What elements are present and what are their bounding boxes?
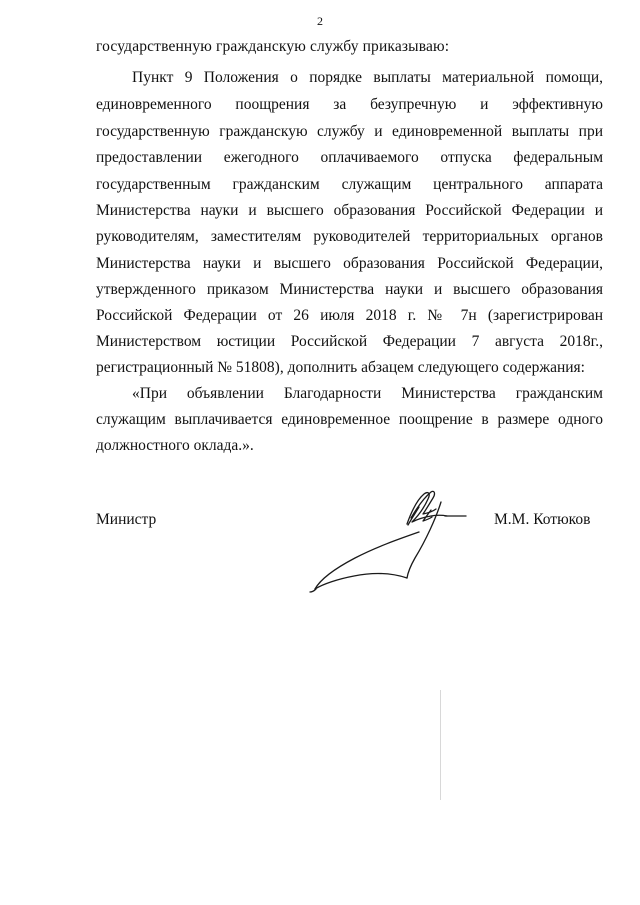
paragraph1-line-4: предоставлении ежегодного оплачиваемого отпуска федеральным [96, 149, 603, 166]
scan-artifact-line [440, 690, 441, 800]
paragraph1-line-7: руководителям, заместителям руководителей территориальных органов [96, 228, 603, 245]
paragraph1-line-2: единовременного поощрения за безупречную и эффективную [96, 96, 603, 113]
paragraph1-line-8: Министерства науки и высшего образования Российской Федерации, [96, 255, 603, 272]
paragraph1-line-9: утвержденного приказом Министерства науки и высшего образования [96, 281, 603, 298]
paragraph2-line-3: должностного оклада.». [96, 437, 254, 454]
paragraph2-line-2: служащим выплачивается единовременное поощрение в размере одного [96, 411, 603, 428]
paragraph1-line-3: государственную гражданскую службу и единовременной выплаты при [96, 123, 603, 140]
paragraph1-line-6: Министерства науки и высшего образования Российской Федерации и [96, 202, 603, 219]
signatory-title: Министр [96, 511, 157, 528]
handwritten-signature-icon [300, 485, 485, 595]
paragraph1-line-1: Пункт 9 Положения о порядке выплаты материальной помощи, [132, 69, 603, 86]
paragraph1-line-5: государственным гражданским служащим центрального аппарата [96, 176, 603, 193]
intro-line: государственную гражданскую службу приказываю: [96, 38, 450, 55]
paragraph2-line-1: «При объявлении Благодарности Министерства гражданским [132, 385, 603, 402]
paragraph1-line-10: Российской Федерации от 26 июля 2018 г. № 7н (зарегистрирован [96, 307, 603, 324]
paragraph1-line-12: регистрационный № 51808), дополнить абзацем следующего содержания: [96, 359, 585, 376]
signatory-name: М.М. Котюков [494, 511, 591, 528]
page-number: 2 [317, 14, 323, 28]
paragraph1-line-11: Министерством юстиции Российской Федерации 7 августа 2018г., [96, 333, 603, 350]
